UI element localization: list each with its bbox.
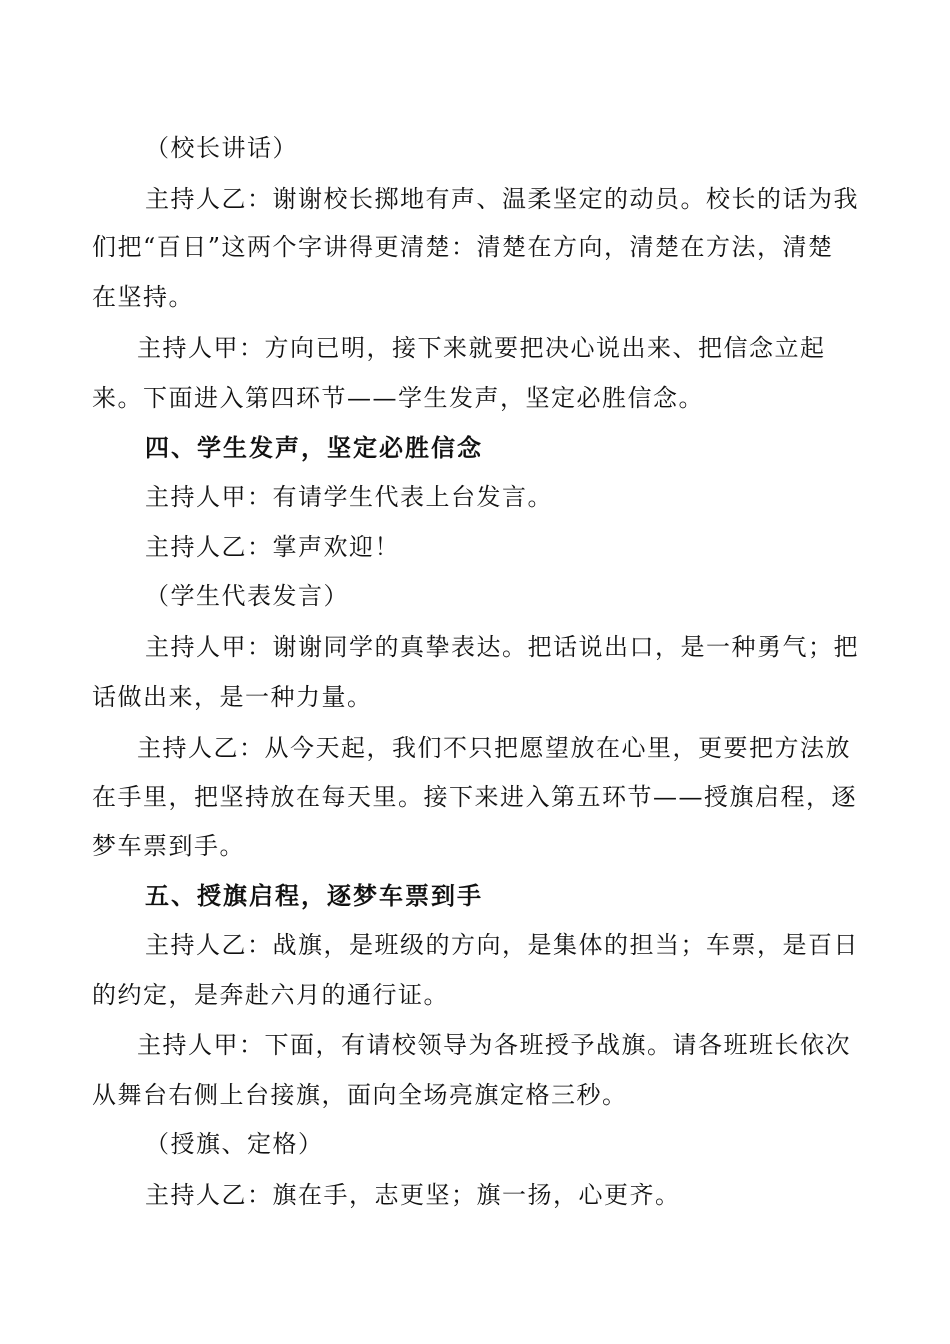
paragraph-line: 主持人乙：从今天起，我们不只把愿望放在心里，更要把方法放 bbox=[137, 734, 851, 762]
paragraph-line: 主持人甲：有请学生代表上台发言。 bbox=[145, 483, 553, 511]
paragraph-line: 来。下面进入第四环节——学生发声，坚定必胜信念。 bbox=[92, 384, 704, 412]
stage-direction-principal-speech: （校长讲话） bbox=[145, 134, 298, 162]
section-heading-four: 四、学生发声，坚定必胜信念 bbox=[145, 433, 483, 462]
section-heading-five: 五、授旗启程，逐梦车票到手 bbox=[145, 881, 483, 910]
paragraph-line: 们把“百日”这两个字讲得更清楚：清楚在方向，清楚在方法，清楚 bbox=[92, 233, 834, 261]
stage-direction-flag-ceremony: （授旗、定格） bbox=[145, 1130, 324, 1158]
paragraph-line: 从舞台右侧上台接旗，面向全场亮旗定格三秒。 bbox=[92, 1081, 628, 1109]
paragraph-line: 主持人甲：下面，有请校领导为各班授予战旗。请各班班长依次 bbox=[137, 1031, 851, 1059]
paragraph-line: 主持人乙：谢谢校长掷地有声、温柔坚定的动员。校长的话为我 bbox=[145, 185, 859, 213]
paragraph-line: 主持人甲：谢谢同学的真挚表达。把话说出口，是一种勇气；把 bbox=[145, 633, 859, 661]
paragraph-line: 梦车票到手。 bbox=[92, 832, 245, 860]
paragraph-line: 主持人乙：旗在手，志更坚；旗一扬，心更齐。 bbox=[145, 1181, 681, 1209]
paragraph-line: 在坚持。 bbox=[92, 283, 194, 311]
stage-direction-student-speech: （学生代表发言） bbox=[145, 582, 349, 610]
paragraph-line: 主持人甲：方向已明，接下来就要把决心说出来、把信念立起 bbox=[137, 334, 826, 362]
paragraph-line: 的约定，是奔赴六月的通行证。 bbox=[92, 981, 449, 1009]
paragraph-line: 主持人乙：掌声欢迎！ bbox=[145, 533, 400, 561]
paragraph-line: 主持人乙：战旗，是班级的方向，是集体的担当；车票，是百日 bbox=[145, 931, 859, 959]
paragraph-line: 在手里，把坚持放在每天里。接下来进入第五环节——授旗启程，逐 bbox=[92, 783, 857, 811]
paragraph-line: 话做出来，是一种力量。 bbox=[92, 683, 373, 711]
